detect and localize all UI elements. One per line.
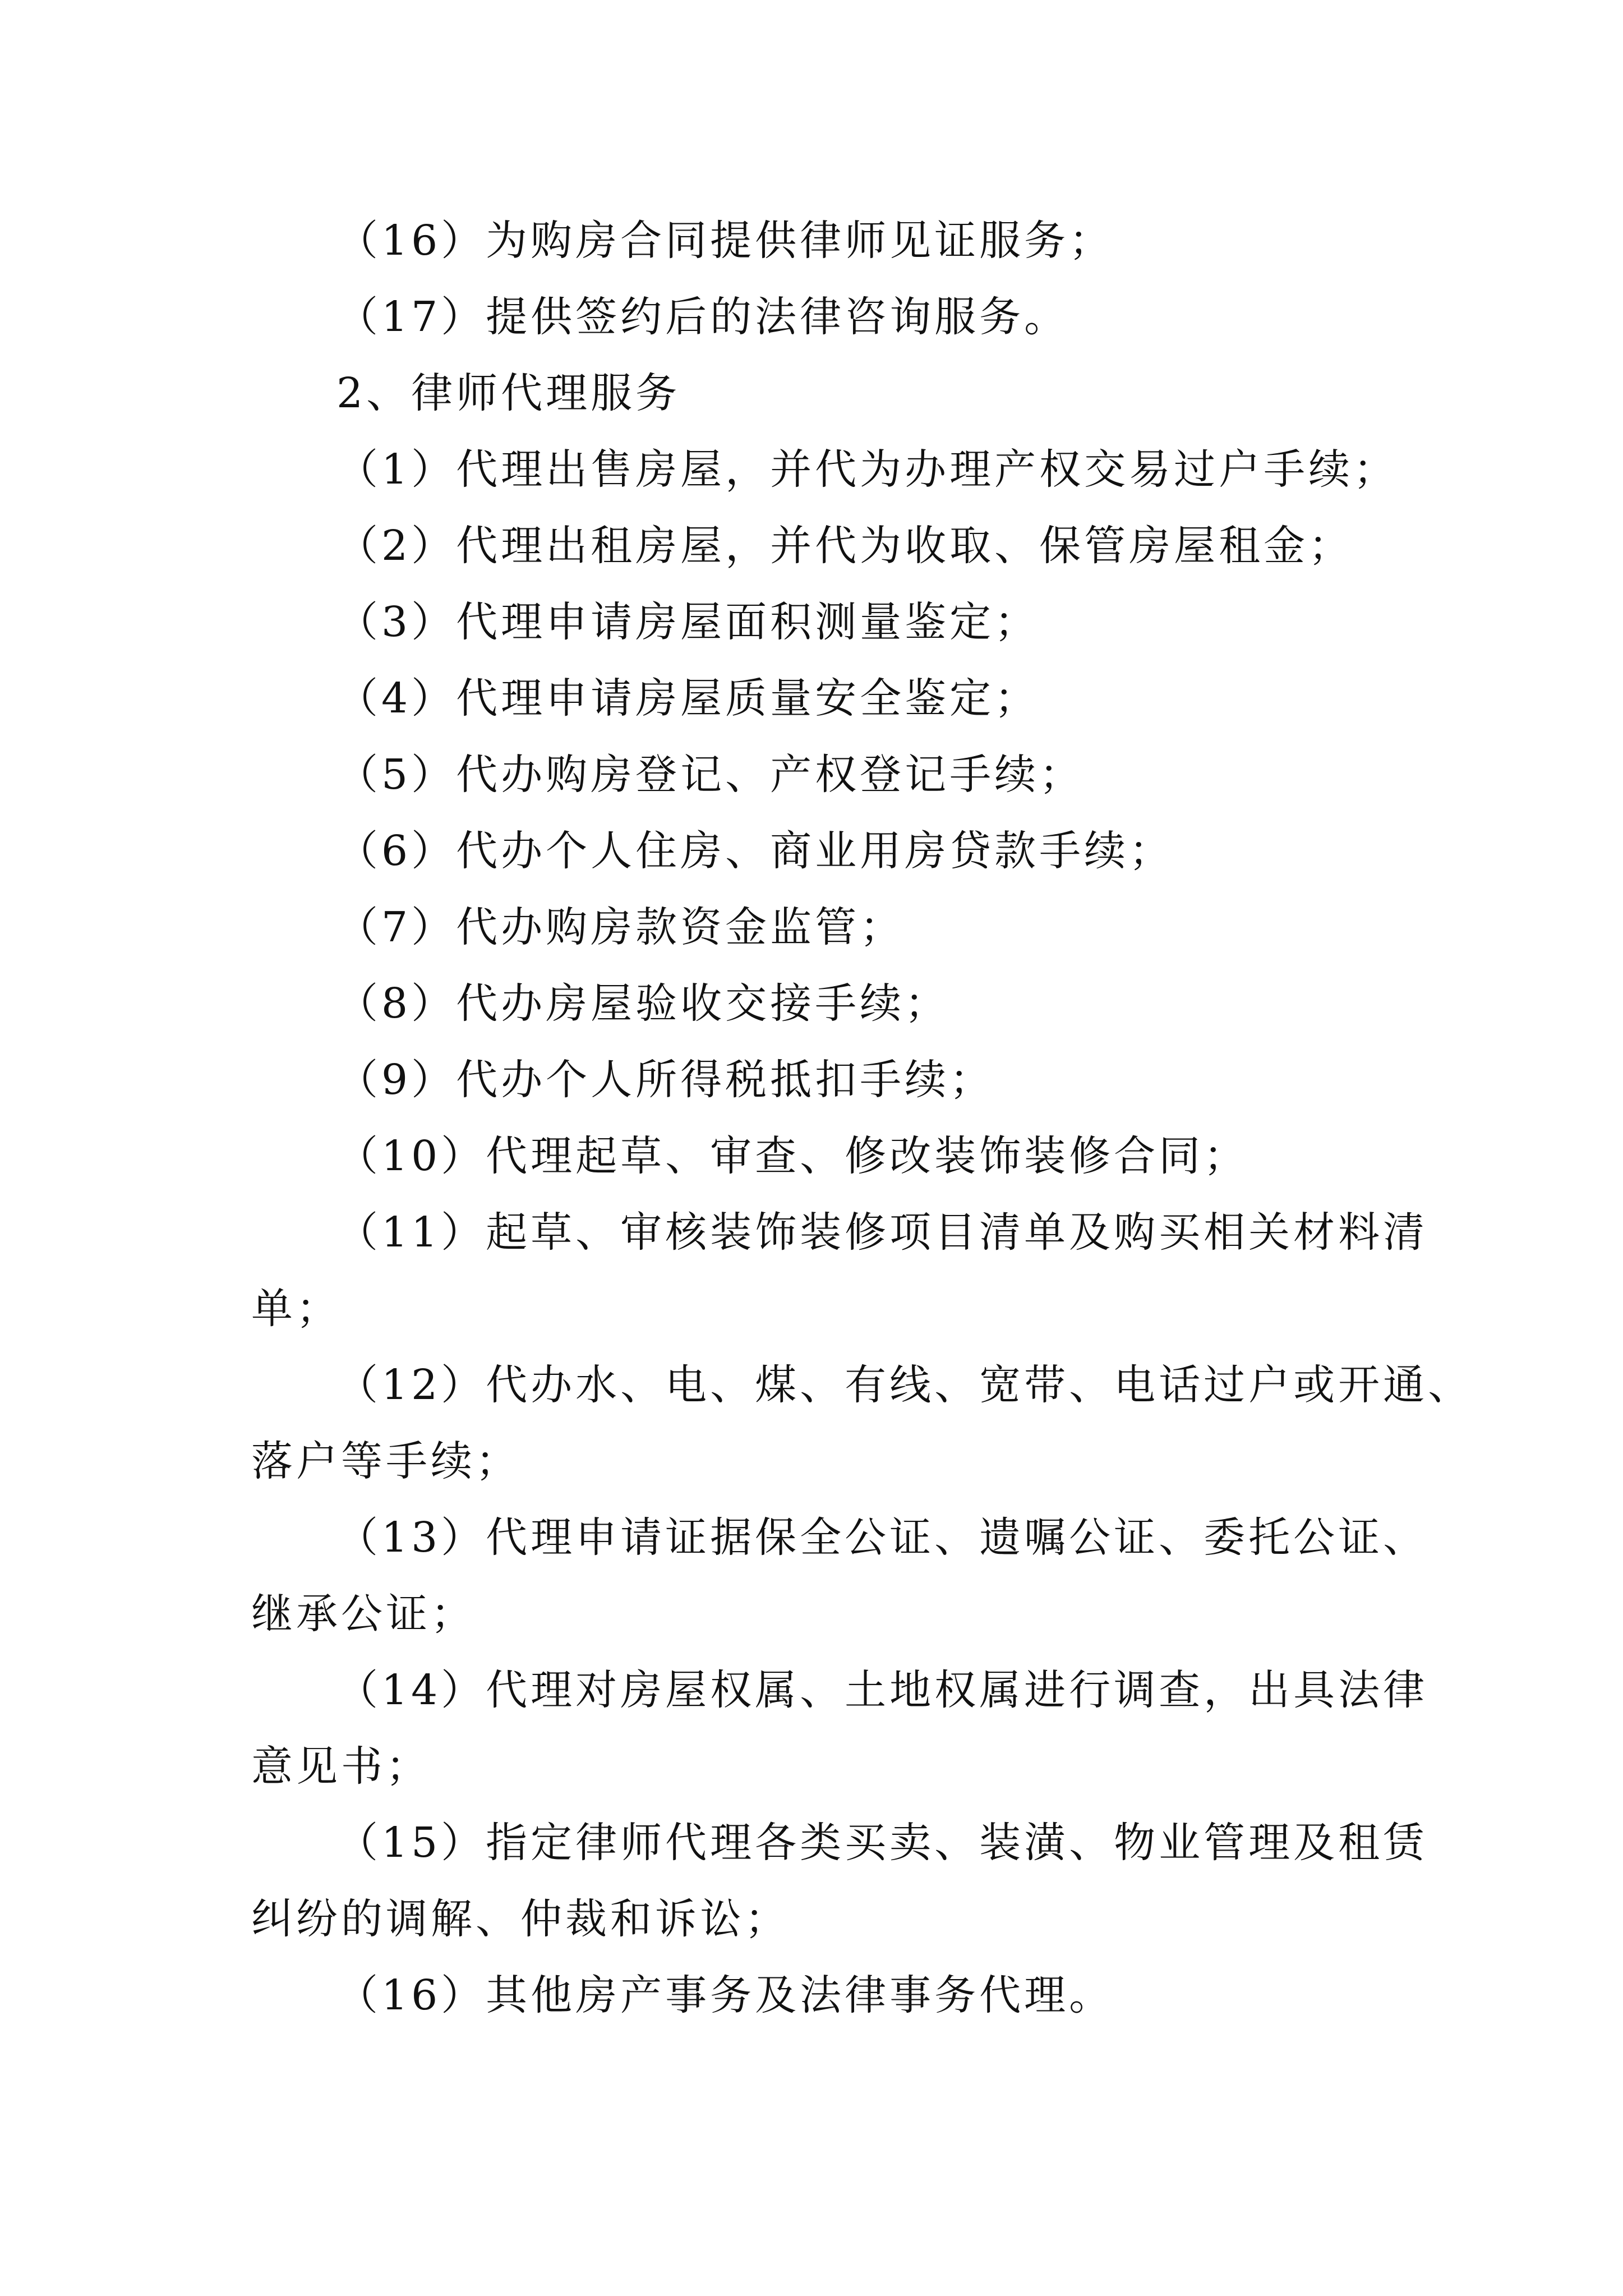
list-item: （9）代办个人所得税抵扣手续； [336, 1056, 995, 1104]
list-item: （12）代办水、电、煤、有线、宽带、电话过户或开通、 [336, 1361, 1473, 1409]
list-item: （11）起草、审核装饰装修项目清单及购买相关材料清 [336, 1208, 1428, 1257]
list-item-continuation: 意见书； [251, 1742, 431, 1791]
list-item-continuation: 继承公证； [251, 1590, 476, 1638]
list-item: （4）代理申请房屋质量安全鉴定； [336, 674, 1040, 723]
list-item: （13）代理申请证据保全公证、遗嘱公证、委托公证、 [336, 1513, 1428, 1562]
list-item: （8）代办房屋验收交接手续； [336, 979, 950, 1028]
list-item-continuation: 纠纷的调解、仲裁和诉讼； [251, 1895, 790, 1943]
list-item: （17）提供签约后的法律咨询服务。 [336, 293, 1069, 341]
list-item: （2）代理出租房屋，并代为收取、保管房屋租金； [336, 522, 1354, 570]
list-item: （16）其他房产事务及法律事务代理。 [336, 1971, 1114, 2019]
list-item: （3）代理申请房屋面积测量鉴定； [336, 598, 1040, 646]
list-item-continuation: 落户等手续； [251, 1437, 520, 1485]
list-item: （15）指定律师代理各类买卖、装潢、物业管理及租赁 [336, 1819, 1428, 1867]
list-item: （6）代办个人住房、商业用房贷款手续； [336, 827, 1174, 875]
list-item: （16）为购房合同提供律师见证服务； [336, 217, 1114, 265]
list-item: （7）代办购房款资金监管； [336, 903, 905, 951]
list-item: （14）代理对房屋权属、土地权属进行调查，出具法律 [336, 1666, 1428, 1714]
section-heading: 2、律师代理服务 [336, 369, 681, 417]
list-item: （1）代理出售房屋，并代为办理产权交易过户手续； [336, 445, 1399, 494]
list-item: （10）代理起草、审查、修改装饰装修合同； [336, 1132, 1249, 1180]
list-item-continuation: 单； [251, 1285, 341, 1333]
list-item: （5）代办购房登记、产权登记手续； [336, 751, 1085, 799]
